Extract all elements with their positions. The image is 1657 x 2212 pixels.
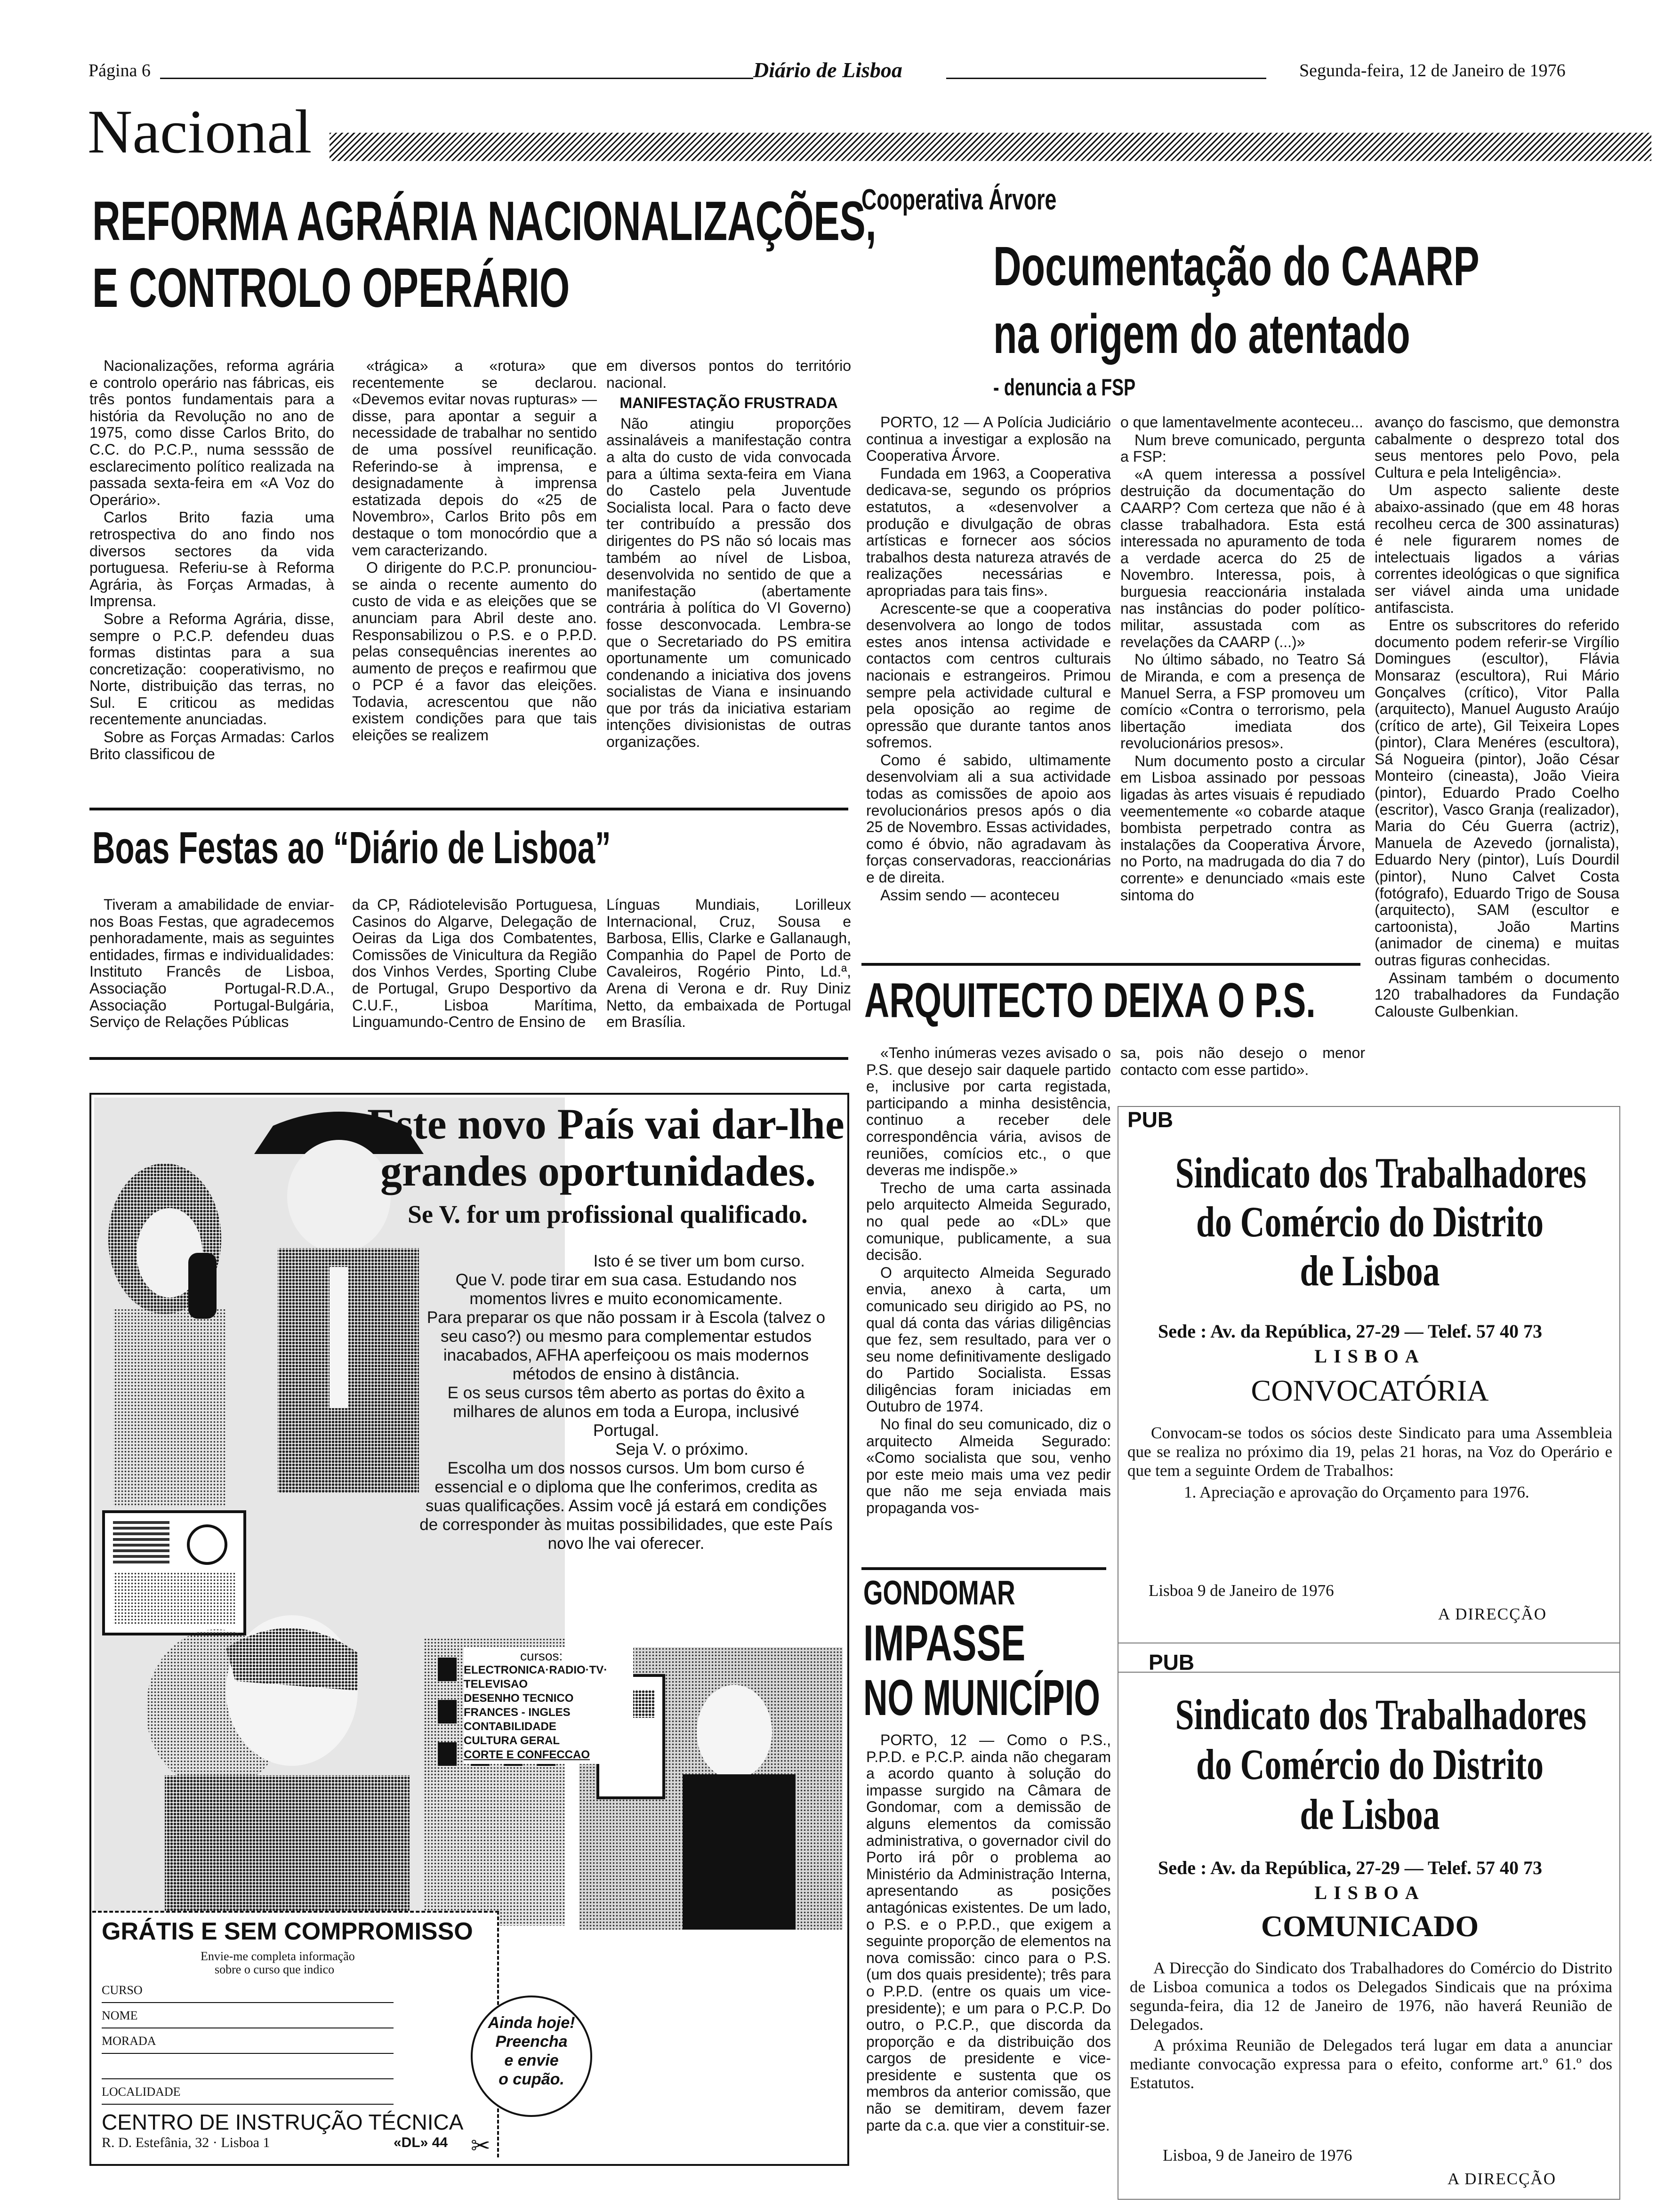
gondomar-line-1: GONDOMAR xyxy=(863,1574,1015,1612)
coupon-field-localidade[interactable] xyxy=(102,2085,394,2105)
arquitecto-c1-p3: O arquitecto Almeida Segurado envia, anexo à carta, um comunicado seu dirigido ao PS, no qual dá conta das várias diligências que fez, sem resultado, para ver o seu nome definitivamente desligado do Partido Socialista. Essas diligências foram iniciadas em Outubro de 1974. xyxy=(866,1264,1111,1415)
page-number: Página 6 xyxy=(88,61,151,80)
coupon-field-curso[interactable] xyxy=(102,1983,394,2003)
gondomar-p1: PORTO, 12 — Como o P.S., P.P.D. e P.C.P. ainda não chegaram a acordo quanto à solução do impasse surgido na Câmara de Gondomar, com a demissão de alguns elementos da comissão administrativa, o governador civil do Porto irá pôr o problema ao Ministério da Administração Interna, apresentando as posições antagónicas existentes. De um lado, o P.S. e o P.P.D., que exigem a seguinte proporção de elementos na nova comissão: cinco para o P.S. (um dos quais presidente); três para o P.P.D. (entre os quais um vice-presidente); e um para o P.C.P. Do outro, o P.C.P., que discorda da proporção e da distribuição dos cargos de presidente e vice-presidente e sustenta que os membros da anterior comissão, que não se demitiram, devem fazer parte da c.a. que vier a constituir-se. xyxy=(866,1732,1111,2134)
ad-course-item: DESENHO TECNICO xyxy=(464,1692,574,1705)
reforma-headline-1: REFORMA AGRÁRIA NACIONALIZAÇÕES, xyxy=(92,190,877,252)
reforma-column-1 xyxy=(89,358,334,805)
caarp-kicker: Cooperativa Árvore xyxy=(861,184,1057,216)
coupon-field-blank[interactable] xyxy=(102,2060,394,2079)
gondomar-body xyxy=(866,1732,1111,2160)
ad-course-list xyxy=(464,1647,633,1764)
arquitecto-c1-p2: Trecho de uma carta assinada pelo arquitecto Almeida Segurado, no qual pede ao «DL» que comunique, publicamente, a sua decisão. xyxy=(866,1179,1111,1264)
gondomar-line-2: IMPASSE xyxy=(863,1614,1026,1671)
pub2-title xyxy=(1120,1690,1619,1839)
ad-course-item: CORTE E CONFECCAO xyxy=(464,1748,590,1761)
arquitecto-headline: ARQUITECTO DEIXA O P.S. xyxy=(864,973,1316,1028)
coupon-code: «DL» 44 xyxy=(394,2135,448,2150)
caarp-c3-p3: Entre os subscritores do referido documento podem referir-se Virgílio Domingues (escultor), Flávia Monsaraz (escultora), Rui Mário Gonçalves (crítico), Vitor Palla (arquitecto), Manuel Augusto Araújo (crítico de arte), Gil Teixeira Lopes (pintor), Clara Menéres (escultora), Sá Nogueira (pintor), João César Monteiro (cineasta), João Vieira (pintor), Eduardo Prado Coelho (escritor), Vasco Granja (realizador), Maria do Céu Guerra (actriz), Manuela de Azevedo (jornalista), Eduardo Nery (pintor), Luís Dourdil (pintor), Nuno Calvet Costa (fotógrafo), Eduardo Trigo de Sousa (arquitecto), SAM (escultor e cartoonista), João Martins (animador de cinema) e muitas outras figuras conhecidas. xyxy=(1375,617,1619,969)
ad-coupon[interactable] xyxy=(92,1911,499,2157)
coupon-label-morada: MORADA xyxy=(102,2034,156,2048)
balloon-line-1: Ainda hoje! xyxy=(488,2014,575,2032)
ad-body-p2: Que V. pode tirar em sua casa. Estudando nos momentos livres e muito economicamente. xyxy=(455,1271,797,1308)
coupon-field-morada[interactable] xyxy=(102,2034,394,2054)
caarp-headline-1: Documentação do CAARP xyxy=(993,235,1480,297)
caarp-c2-p5: Num documento posto a circular em Lisboa assinado por pessoas ligadas às artes visuais é repudiado veementemente «o cobarde ataque bombista perpetrado contra as instalações da Cooperativa Árvore, no Porto, na madrugada do dia 7 do corrente» e denunciado «mais este sintoma do xyxy=(1120,752,1365,904)
caarp-c1-p3: Acrescente-se que a cooperativa desenvolvera ao longo de todos estes anos intensa actividade e contactos com centros culturais nacionais e estrangeiros. Primou sempre pela actividade cultural e pela oposição ao regime de opressão que durante tantos anos sofremos. xyxy=(866,600,1111,751)
pub1-signature: A DIRECÇÃO xyxy=(1438,1605,1547,1623)
pub1-label: PUB xyxy=(1127,1107,1174,1132)
coupon-title: GRÁTIS E SEM COMPROMISSO xyxy=(102,1918,473,1945)
coupon-address: R. D. Estefânia, 32 · Lisboa 1 xyxy=(102,2135,270,2150)
caarp-column-2 xyxy=(1120,414,1365,955)
pub1-title-3: de Lisboa xyxy=(1300,1247,1440,1295)
section-title: Nacional xyxy=(88,97,312,166)
pub1-sede: Sede : Av. da República, 27-29 — Telef. 57 40 73 xyxy=(1158,1321,1542,1342)
ad-body-p5: Seja V. o próximo. xyxy=(615,1440,748,1459)
caarp-c3-p4: Assinam também o documento 120 trabalhadores da Fundação Calouste Gulbenkian. xyxy=(1375,969,1619,1020)
arquitecto-c1-p1: «Tenho inúmeras vezes avisado o P.S. que desejo sair daquele partido e, inclusive por carta registada, participando a minha desistência, continuo a receber dele correspondência vária, avisos de reuniões, comícios etc., o que deveras me indispõe.» xyxy=(866,1045,1111,1179)
boas-festas-c3: Línguas Mundiais, Lorilleux Internacional, Cruz, Sousa e Barbosa, Ellis, Clarke e Gallanaugh, Companhia do Papel de Porto de Cavaleiros, Rogério Pinto, Ld.ª, Arena di Verona e dr. Ruy Diniz Netto, da embaixada de Portugal em Brasília. xyxy=(606,897,851,1031)
reforma-c1-p4: Sobre as Forças Armadas: Carlos Brito classificou de xyxy=(89,729,334,762)
pub2-body xyxy=(1130,1959,1612,2094)
pub2-sede: Sede : Av. da República, 27-29 — Telef. 57 40 73 xyxy=(1158,1857,1542,1878)
gondomar-line-3: NO MUNICÍPIO xyxy=(863,1669,1100,1726)
pub1-city: LISBOA xyxy=(1314,1346,1425,1367)
reforma-c3-p1: Não atingiu proporções assinaláveis a manifestação contra a alta do custo de vida convocada para a última sexta-feira em Viana do Castelo pela Juventude Socialista local. Para o facto deve ter contribuído a pressão dos dirigentes do PS não só locais mas também ao nível de Lisboa, desenvolvida no sentido de que a manifestação (abertamente contrária à política do VI Governo) fosse desconvocada. Lembra-se que o Secretariado do PS emitira oportunamente um comunicado condenando a iniciativa dos jovens socialistas de Viana e insinuando que por trás da iniciativa estariam intenções divisionistas de outras organizações. xyxy=(606,415,851,751)
boas-festas-column-2 xyxy=(352,897,597,1057)
pub2-heading: COMUNICADO xyxy=(1261,1909,1479,1943)
ad-body-p6: Escolha um dos nossos cursos. Um bom curso é essencial e o diploma que lhe conferimos, credita as suas qualificações. Assim você já estará em condições de corresponder às muitas possibilidades, que este País novo lhe vai oferecer. xyxy=(419,1459,833,1553)
reforma-bottom-rule xyxy=(89,808,848,810)
coupon-label-localidade: LOCALIDADE xyxy=(102,2085,181,2099)
arquitecto-c1-p4: No final do seu comunicado, diz o arquitecto Almeida Segurado: «Como socialista que sou, venho por este meio mais uma vez pedir que não me seja enviada mais propaganda vos- xyxy=(866,1416,1111,1517)
pub1-body-p: Convocam-se todos os sócios deste Sindicato para uma Assembleia que se realiza no próximo dia 19, pelas 21 horas, na Voz do Operário e que tem a seguinte Ordem de Trabalhos: xyxy=(1127,1424,1612,1480)
ad-headline-2: grandes oportunidades. xyxy=(380,1147,816,1195)
boas-festas-bottom-rule xyxy=(89,1057,848,1060)
pub2-city: LISBOA xyxy=(1314,1882,1425,1903)
coupon-subtitle-1: Envie-me completa informação xyxy=(201,1949,355,1963)
pub1-title xyxy=(1120,1148,1619,1295)
caarp-c1-p5: Assim sendo — aconteceu xyxy=(880,886,1060,904)
caarp-c3-p2: Um aspecto saliente deste abaixo-assinado (que em 48 horas recolheu cerca de 300 assinaturas) é nele figurarem nomes de intelectuais ligados a várias correntes ideológicas o que significa ser viável ainda uma unidade antifascista. xyxy=(1375,481,1619,616)
coupon-label-nome: NOME xyxy=(102,2009,138,2022)
pub2-title-3: de Lisboa xyxy=(1300,1790,1440,1838)
reforma-subhead: MANIFESTAÇÃO FRUSTRADA xyxy=(619,394,838,412)
balloon-line-2: Preencha xyxy=(495,2033,568,2051)
ad-body-p4: E os seus cursos têm aberto as portas do êxito a milhares de alunos em toda a Europa, inclusivé Portugal. xyxy=(447,1384,805,1440)
reforma-c1-p2: Carlos Brito fazia uma retrospectiva do ano findo nos diversos sectores da vida portuguesa. Referiu-se à Reforma Agrária, às Forças Armadas, à Imprensa. xyxy=(89,509,334,610)
caarp-c3-p1: avanço do fascismo, que demonstra cabalmente o desprezo total dos seus mentores pelo Povo, pela Cultura e pela Inteligência». xyxy=(1375,414,1619,481)
ad-headline-3: Se V. for um profissional qualificado. xyxy=(408,1200,808,1228)
reforma-column-2 xyxy=(352,358,597,805)
coupon-field-nome[interactable] xyxy=(102,2009,394,2028)
caarp-c1-p2: Fundada em 1963, a Cooperativa dedicava-se, segundo os próprios estatutos, a «desenvolver a produção e divulgação de obras artísticas e fornecer aos sócios trabalhos desta natureza através de realizações necessárias e apropriadas para tais fins». xyxy=(866,465,1111,599)
ad-course-item: ELECTRONICA·RADIO·TV· xyxy=(464,1664,608,1676)
pub1-title-1: Sindicato dos Trabalhadores xyxy=(1175,1149,1586,1197)
pub2-body-p1: A Direcção do Sindicato dos Trabalhadores do Comércio do Distrito de Lisboa comunica a todos os Delegados Sindicais que na próxima segunda-feira, dia 12 de Janeiro de 1976, não haverá Reunião de Delegados. xyxy=(1130,1959,1612,2034)
masthead-rule-right xyxy=(946,78,1266,79)
coupon-school: CENTRO DE INSTRUÇÃO TÉCNICA xyxy=(102,2110,464,2134)
ad-course-item: CONTABILIDADE xyxy=(464,1720,556,1733)
coupon-label-curso: CURSO xyxy=(102,1983,143,1997)
arquitecto-c2: sa, pois não desejo o menor contacto com esse partido». xyxy=(1120,1045,1365,1078)
masthead-rule-left xyxy=(160,78,753,79)
ad-body xyxy=(419,1252,833,1553)
ad-course-item: FRANCES - INGLES xyxy=(464,1706,571,1719)
pub2-title-2: do Comércio do Distrito xyxy=(1196,1740,1544,1788)
reforma-c3-intro: em diversos pontos do território nacional. xyxy=(606,358,851,391)
newspaper-name: Diário de Lisboa xyxy=(753,58,902,82)
balloon-line-3: e envie xyxy=(504,2052,559,2069)
pub2-title-1: Sindicato dos Trabalhadores xyxy=(1175,1691,1586,1739)
caarp-c2-p4: No último sábado, no Teatro Sá de Miranda, e com a presença de Manuel Serra, a FSP promoveu um comício «Contra o terrorismo, pela libertação imediata dos revolucionários presos». xyxy=(1120,651,1365,752)
pub1-heading: CONVOCATÓRIA xyxy=(1251,1374,1489,1407)
ad-body-p3: Para preparar os que não possam ir à Escola (talvez o seu caso?) ou mesmo para complementar estudos inacabados, AFHA aperfeiçoou os mais modernos métodos de ensino à distância. xyxy=(426,1308,826,1383)
pub1-date: Lisboa 9 de Janeiro de 1976 xyxy=(1149,1581,1334,1600)
caarp-byline: - denuncia a FSP xyxy=(993,374,1136,401)
issue-date: Segunda-feira, 12 de Janeiro de 1976 xyxy=(1299,61,1566,80)
boas-festas-c2: da CP, Rádiotelevisão Portuguesa, Casinos do Algarve, Delegação de Oeiras da Liga dos Combatentes, Comissões de Vinicultura da Região dos Vinhos Verdes, Sporting Clube de Portugal, Grupo Desportivo da C.U.F., Lisboa Marítima, Linguamundo-Centro de Ensino de xyxy=(352,897,597,1031)
coupon-subtitle-2: sobre o curso que indico xyxy=(215,1963,335,1976)
ad-headline-1: Este novo País vai dar-lhe xyxy=(367,1100,845,1148)
ad-course-item: TELEVISAO xyxy=(464,1678,528,1691)
caarp-column-3 xyxy=(1375,414,1619,1101)
reforma-column-3 xyxy=(606,358,851,805)
ad-courses-label: cursos: xyxy=(520,1649,563,1663)
caarp-c1-p4: Como é sabido, ultimamente desenvolviam ali a sua actividade todas as comissões de apoio aos revolucionários presos após o dia 25 de Novembro. Essas actividades, como é óbvio, não agradavam às forças conservadoras, reaccionárias e de direita. xyxy=(866,751,1111,886)
boas-festas-headline: Boas Festas ao “Diário de Lisboa” xyxy=(92,823,611,873)
pub1-body xyxy=(1127,1424,1612,1504)
pub2-body-p2: A próxima Reunião de Delegados terá lugar em data a anunciar mediante convocação expressa para o efeito, conforme art.º 61.º dos Estatutos. xyxy=(1130,2036,1612,2092)
caarp-c2-p2: Num breve comunicado, pergunta a FSP: xyxy=(1120,431,1365,465)
gondomar-top-rule xyxy=(861,1567,1106,1570)
caarp-headline-2: na origem do atentado xyxy=(993,303,1410,365)
arquitecto-column-2 xyxy=(1120,1045,1365,1087)
reforma-headline-2: E CONTROLO OPERÁRIO xyxy=(92,257,570,319)
arquitecto-column-1 xyxy=(866,1045,1111,1581)
pub1-title-2: do Comércio do Distrito xyxy=(1196,1198,1544,1246)
scissors-icon: ✂ xyxy=(471,2132,491,2159)
reforma-c1-p1: Nacionalizações, reforma agrária e controlo operário nas fábricas, eis três pontos fundamentais para a história da Revolução no ano de 1975, como disse Carlos Brito, do C.C. do P.C.P., numa sesssão de esclarecimento político realizada na passada sexta-feira em «A Voz do Operário». xyxy=(89,358,334,508)
reforma-c2-p2: O dirigente do P.C.P. pronunciou-se ainda o recente aumento do custo de vida e as eleições que se anunciam para Abril deste ano. Responsabilizou o P.S. e o P.P.D. pelas consequências inerentes ao aumento de preços e reafirmou que o PCP é a favor das eleições. Todavia, acrescentou que não existem condições para que tais eleições se realizem xyxy=(352,559,597,744)
reforma-c2-p1: «trágica» a «rotura» que recentemente se declarou. «Devemos evitar novas rupturas» — disse, para apontar a seguir a necessidade de trabalhar no sentido de uma possível reunificação. Referindo-se à imprensa, e designadamente à imprensa estatizada depois do «25 de Novembro», Carlos Brito pôs em destaque o tom monocórdio que a vem caracterizando. xyxy=(352,358,597,559)
pub2-signature: A DIRECÇÃO xyxy=(1448,2170,1556,2188)
arquitecto-top-rule xyxy=(861,963,1360,966)
coupon-balloon xyxy=(471,1996,592,2117)
caarp-c2-p3: «A quem interessa a possível destruição da documentação do CAARP? Com certeza que não é à classe trabalhadora. Esta está interessada no apuramento de toda a verdade acerca do 25 de Novembro. Interessa, pois, à burguesia reaccionária instalada nas instâncias do poder político-militar, assustada com as revelações da CAARP (...)» xyxy=(1120,465,1365,650)
caarp-c1-p1: PORTO, 12 — A Polícia Judiciário continua a investigar a explosão na Cooperativa Árvore. xyxy=(866,414,1111,465)
caarp-column-1 xyxy=(866,414,1111,955)
boas-festas-column-3 xyxy=(606,897,851,1057)
pub2-label: PUB xyxy=(1149,1650,1195,1675)
caarp-c2-p1: o que lamentavelmente aconteceu... xyxy=(1120,414,1363,431)
pub1-item: 1. Apreciação e aprovação do Orçamento para 1976. xyxy=(1184,1483,1529,1501)
balloon-line-4: o cupão. xyxy=(499,2070,564,2088)
ad-course-item: CULTURA GERAL xyxy=(464,1734,560,1747)
pub2-date: Lisboa, 9 de Janeiro de 1976 xyxy=(1163,2146,1352,2164)
section-hatch-bar xyxy=(330,133,1651,161)
ad-body-p1: Isto é se tiver um bom curso. xyxy=(593,1252,805,1270)
boas-festas-c1: Tiveram a amabilidade de enviar-nos Boas Festas, que agradecemos penhoradamente, mais as seguintes entidades, firmas e individualidades: Instituto Francês de Lisboa, Associação Portugal-R.D.A., Associação Portugal-Bulgária, Serviço de Relações Públicas xyxy=(89,897,334,1031)
reforma-c1-p3: Sobre a Reforma Agrária, disse, sempre o P.C.P. defendeu duas formas distintas para a sua concretização: cooperativismo, no Norte, distribuição das terras, no Sul. E criticou as medidas recentemente anunciadas. xyxy=(89,610,334,728)
boas-festas-column-1 xyxy=(89,897,334,1057)
